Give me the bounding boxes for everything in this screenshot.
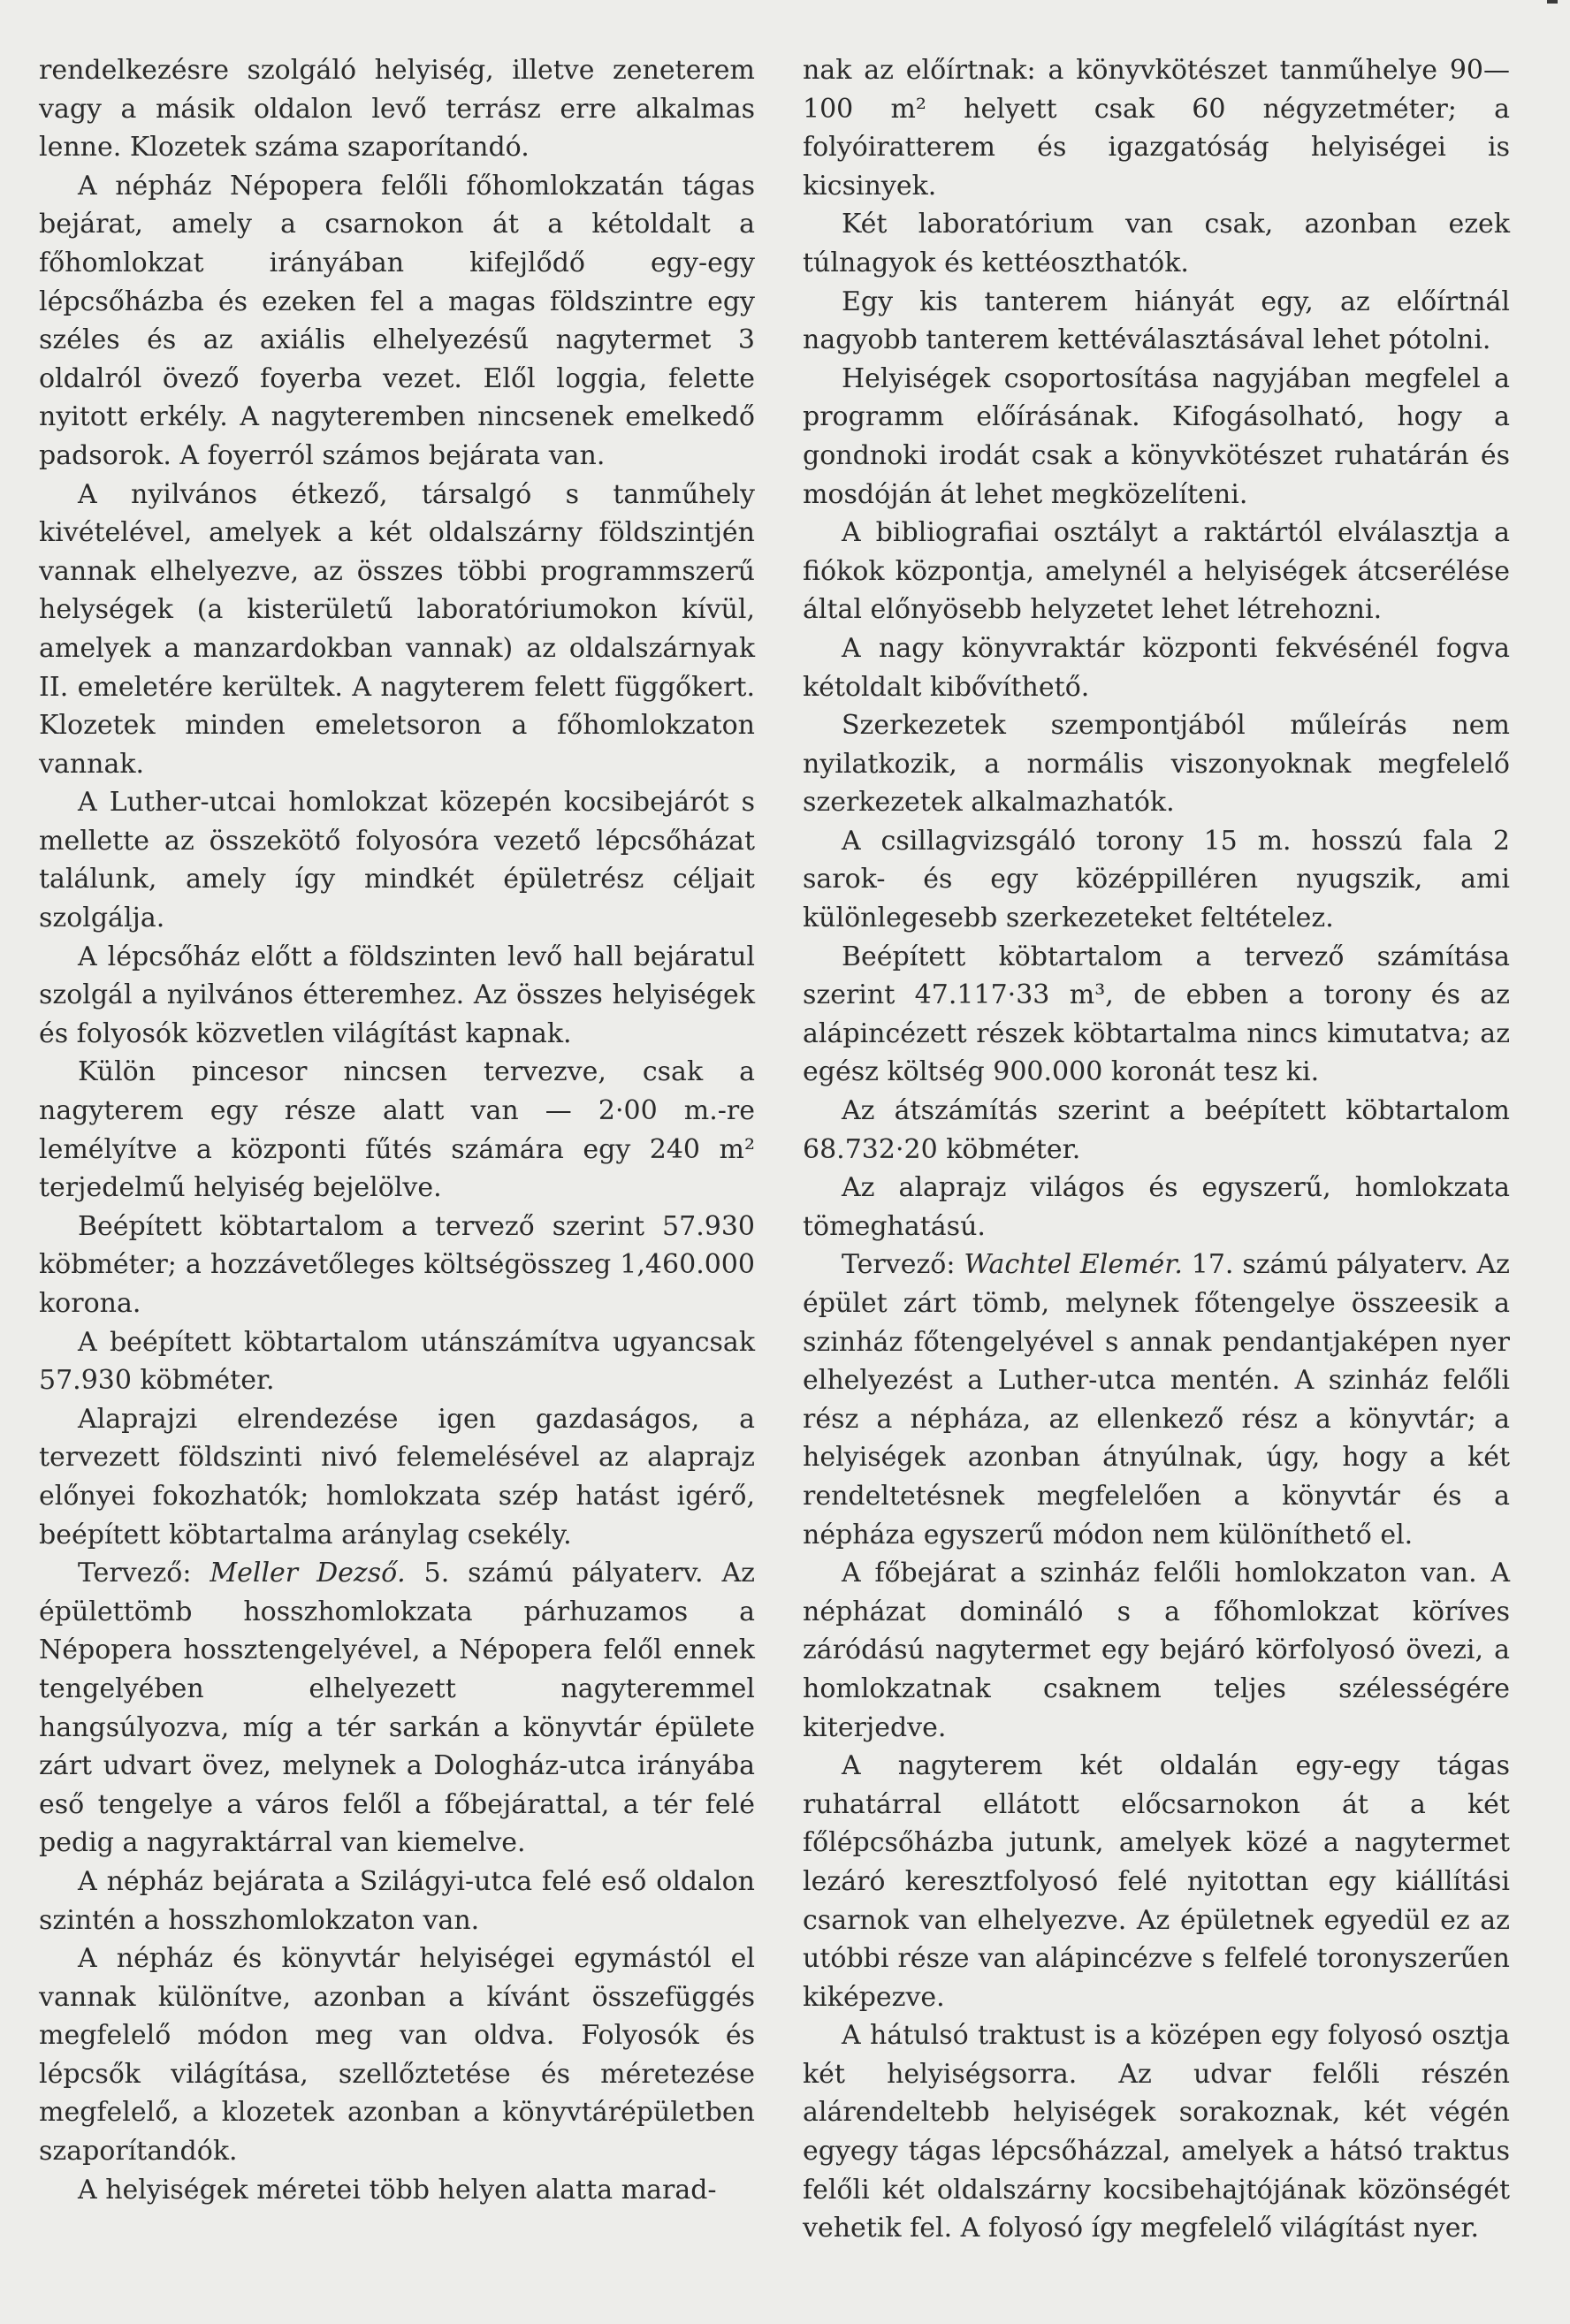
- right-column: [803, 51, 1510, 2248]
- paragraph: A népház és könyvtár helyiségei egymástól el vannak különítve, azonban a kívánt összefüggés megfelelő módon meg van oldva. Folyosók és lépcsők világítása, szellőztetése és méretezése megfelelő, a klozetek azonban a könyvtárépületben szaporítandók.: [39, 1943, 755, 2168]
- paragraph: A nyilvános étkező, társalgó s tanműhely kivételével, amelyek a két oldalszárny földszintjén vannak elhelyezve, az összes többi programmszerű helységek (a kisterületű laboratóriumokon kívül, amelyek a manzardokban vannak) az oldalszárnyak II. emeletére kerültek. A nagyterem felett függőkert. Klozetek minden emeletsoron a főhomlokzaton vannak.: [39, 478, 755, 780]
- paragraph: A bibliografiai osztályt a raktártól elválasztja a fiókok központja, amelynél a helyiségek átcserélése által előnyösebb helyzetet lehet létrehozni.: [803, 517, 1510, 626]
- paragraph: A főbejárat a szinház felőli homlokzaton van. A népházat domináló s a főhomlokzat köríves záródású nagytermet egy bejáró körfolyosó övezi, a homlokzatnak csaknem teljes szélességére kiterjedve.: [803, 1558, 1510, 1743]
- designer-label: Tervező:: [78, 1558, 192, 1589]
- designer-name: Meller Dezső.: [210, 1558, 406, 1589]
- paragraph: A beépített köbtartalom utánszámítva ugyancsak 57.930 köbméter.: [39, 1326, 755, 1397]
- paragraph: Beépített köbtartalom a tervező szerint 57.930 köbméter; a hozzávetőleges költségösszeg 1,460.000 korona.: [39, 1210, 755, 1319]
- paragraph: A népház bejárata a Szilágyi-utca felé eső oldalon szintén a hosszhomlokzaton van.: [39, 1865, 755, 1936]
- paragraph: Két laboratórium van csak, azonban ezek túlnagyok és kettéoszthatók.: [803, 209, 1510, 278]
- paragraph: Alaprajzi elrendezése igen gazdaságos, a tervezett földszinti nivó felemelésével az alaprajz előnyei fokozhatók; homlokzata szép hatást igérő, beépített köbtartalma aránylag csekély.: [39, 1403, 755, 1551]
- paragraph: A Luther-utcai homlokzat közepén kocsibejárót s mellette az összekötő folyosóra vezető lépcsőházat találunk, amely így mindkét épületrész céljait szolgálja.: [39, 787, 755, 934]
- paragraph: A nagyterem két oldalán egy-egy tágas ruhatárral ellátott előcsarnokon át a két főlépcsőházba jutunk, amelyek közé a nagytermet lezáró keresztfolyosó felé nyitottan egy kiállítási csarnok van elhelyezve. Az épületnek egyedül ez az utóbbi része van alápincézve s felfelé toronyszerűen kiképezve.: [803, 1750, 1510, 2013]
- paragraph: [803, 1246, 1510, 1554]
- paragraph-text: 5. számú pályaterv. Az épülettömb hosszhomlokzata párhuzamos a Népopera hossztengelyével, a Népopera felől ennek tengelyében elhelyezett nagyteremmel hangsúlyozva, míg a tér sarkán a könyvtár épülete zárt udvart övez, melynek a Dologház-utca irányába eső tengelye a város felől a főbejárattal, a tér felé pedig a nagyraktárral van kiemelve.: [39, 1558, 755, 1859]
- paragraph: nak az előírtnak: a könyvkötészet tanműhelye 90—100 m² helyett csak 60 négyzetméter; a folyóiratterem és igazgatóság helyiségei is kicsinyek.: [803, 55, 1510, 202]
- paragraph: A helyiségek méretei több helyen alatta marad-: [78, 2174, 717, 2206]
- left-column: [39, 51, 755, 2209]
- paragraph: Helyiségek csoportosítása nagyjában megfelel a programm előírásának. Kifogásolható, hogy a gondnoki irodát csak a könyvkötészet ruhatárán és mosdóján át lehet megközelíteni.: [803, 362, 1510, 510]
- paragraph: Külön pincesor nincsen tervezve, csak a nagyterem egy része alatt van — 2·00 m.-re lemélyítve a központi fűtés számára egy 240 m² terjedelmű helyiség bejelölve.: [39, 1056, 755, 1204]
- paragraph: Az alaprajz világos és egyszerű, homlokzata tömeghatású.: [803, 1172, 1510, 1242]
- designer-label: Tervező:: [842, 1249, 956, 1281]
- paragraph: Beépített köbtartalom a tervező számítása szerint 47.117·33 m³, de ebben a torony és az alápincézett részek köbtartalma nincs kimutatva; az egész költség 900.000 koronát tesz ki.: [803, 941, 1510, 1088]
- paragraph: A népház Népopera felőli főhomlokzatán tágas bejárat, amely a csarnokon át a kétoldalt a főhomlokzat irányában kifejlődő egy-egy lépcsőházba és ezeken fel a magas földszintre egy széles és az axiális elhelyezésű nagytermet 3 oldalról övező foyerba vezet. Elől loggia, felette nyitott erkély. A nagyteremben nincsenek emelkedő padsorok. A foyerról számos bejárata van.: [39, 170, 755, 471]
- paragraph-text: 17. számú pályaterv. Az épület zárt tömb, melynek főtengelye összeesik a szinház főtengelyével s annak pendantjaképen nyer elhelyezést a Luther-utca mentén. A szinház felőli rész a népháza, az ellenkező rész a könyvtár; a helyiségek azonban átnyúlnak, úgy, hogy a két rendeltetésnek megfelelően a könyvtár és a népháza egyszerű módon nem különíthető el.: [803, 1249, 1510, 1551]
- paragraph: Az átszámítás szerint a beépített köbtartalom 68.732·20 köbméter.: [803, 1095, 1510, 1165]
- paragraph: Egy kis tanterem hiányát egy, az előírtnál nagyobb tanterem kettéválasztásával lehet pótolni.: [803, 286, 1510, 356]
- paragraph: A nagy könyvraktár központi fekvésénél fogva kétoldalt kibővíthető.: [803, 632, 1510, 703]
- paragraph: rendelkezésre szolgáló helyiség, illetve zeneterem vagy a másik oldalon levő terrász erre alkalmas lenne. Klozetek száma szaporítandó.: [39, 55, 755, 164]
- paragraph: A lépcsőház előtt a földszinten levő hall bejáratul szolgál a nyilvános étteremhez. Az összes helyiségek és folyosók közvetlen világítást kapnak.: [39, 941, 755, 1049]
- designer-name: Wachtel Elemér.: [964, 1249, 1183, 1281]
- paragraph: A hátulsó traktust is a középen egy folyosó osztja két helyiségsorra. Az udvar felőli részén alárendeltebb helyiségek sorakoznak, két végén egyegy tágas lépcsőházzal, amelyek a hátsó traktus felőli két oldalszárny kocsibehajtójának közönségét vehetik fel. A folyosó így megfelelő világítást nyer.: [803, 2020, 1510, 2244]
- paragraph: A csillagvizsgáló torony 15 m. hosszú fala 2 sarok- és egy középpilléren nyugszik, ami különlegesebb szerkezeteket feltételez.: [803, 825, 1510, 934]
- paragraph: [39, 1554, 755, 1863]
- corner-mark: [1547, 0, 1558, 4]
- paragraph: Szerkezetek szempontjából műleírás nem nyilatkozik, a normális viszonyoknak megfelelő szerkezetek alkalmazhatók.: [803, 710, 1510, 819]
